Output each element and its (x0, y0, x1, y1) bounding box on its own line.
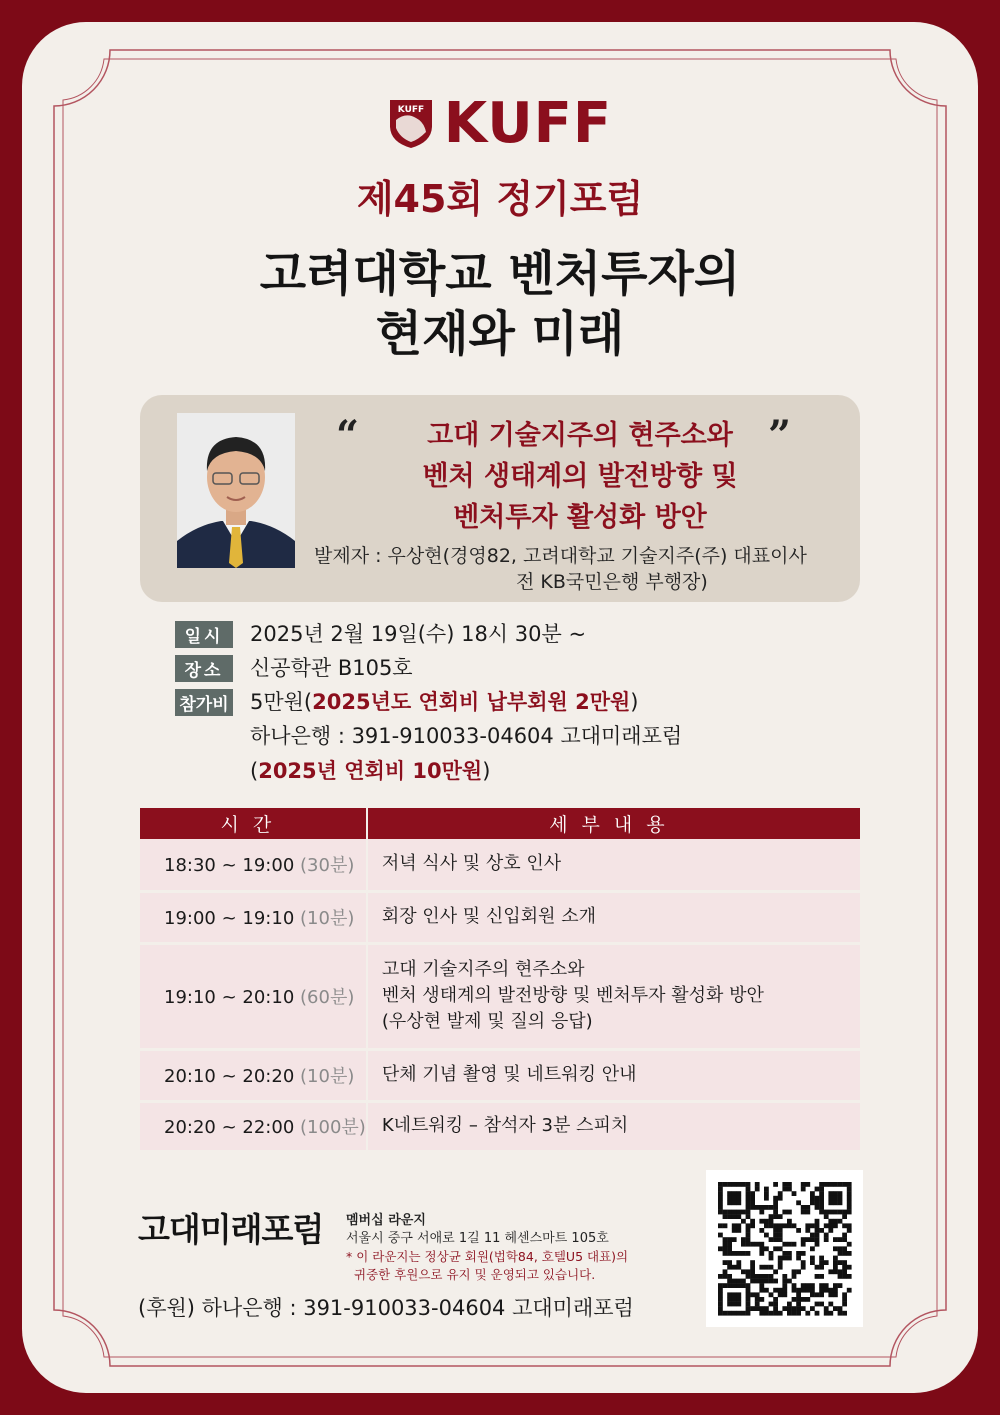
detail-cell (367, 943, 860, 1049)
speaker-portrait (177, 413, 295, 568)
duration: (10분) (300, 908, 355, 929)
date-value: 2025년 2월 19일(수) 18시 30분 ~ (250, 622, 587, 646)
bank-account: 하나은행 : 391-910033-04604 고대미래포럼 (250, 724, 683, 748)
time-range: 19:10 ~ 20:10 (164, 987, 295, 1008)
fee-label: 참가비 (175, 689, 233, 716)
fee-value (250, 687, 638, 717)
detail-line: K네트워킹 – 참석자 3분 스피치 (381, 1115, 629, 1136)
schedule-table (140, 808, 860, 1153)
qr-code-icon (706, 1170, 863, 1327)
presenter-line-1: 발제자 : 우상현(경영82, 고려대학교 기술지주(주) 대표이사 (314, 545, 807, 567)
detail-line: 고대 기술지주의 현주소와 (381, 959, 585, 980)
col-time-header: 시간 (140, 808, 367, 839)
quote-open-icon: “ (336, 412, 360, 459)
table-row (140, 891, 860, 943)
duration: (30분) (300, 855, 355, 877)
fee-suffix: ) (630, 690, 639, 714)
duration: (10분) (300, 1066, 355, 1087)
detail-cell (367, 839, 860, 891)
table-row (140, 943, 860, 1049)
qr-code[interactable] (706, 1170, 863, 1327)
date-label: 일시 (175, 621, 233, 648)
logo-text: KUFF (443, 91, 613, 156)
detail-cell (367, 1101, 860, 1151)
duration: (60분) (300, 987, 355, 1008)
table-row (140, 1101, 860, 1151)
time-cell (140, 943, 367, 1049)
detail-line: 회장 인사 및 신입회원 소개 (381, 906, 596, 927)
annual-suffix: ) (482, 759, 491, 783)
detail-cell (367, 1049, 860, 1101)
table-row (140, 839, 860, 891)
fee-highlight: 2025년도 연회비 납부회원 2만원 (312, 690, 631, 714)
annual-prefix: ( (250, 759, 259, 783)
time-range: 20:20 ~ 22:00 (164, 1117, 295, 1138)
detail-line: (우상현 발제 및 질의 응답) (381, 1011, 593, 1032)
forum-number: 제45회 정기포럼 (356, 177, 644, 221)
quote-close-icon: ” (768, 412, 792, 459)
time-range: 20:10 ~ 20:20 (164, 1066, 295, 1087)
detail-cell (367, 891, 860, 943)
time-cell (140, 839, 367, 891)
talk-title (300, 412, 860, 538)
duration: (100분) (300, 1117, 366, 1138)
presenter-line-2: 전 KB국민은행 부행장) (516, 571, 708, 593)
table-header-row (140, 808, 860, 839)
time-cell (140, 1101, 367, 1151)
place-value: 신공학관 B105호 (250, 656, 413, 680)
talk-line-2: 벤처 생태계의 발전방향 및 (422, 461, 738, 492)
col-detail-header: 세부내용 (367, 808, 860, 839)
org-name: 고대미래포럼 (138, 1210, 324, 1249)
talk-line-1: 고대 기술지주의 현주소와 (427, 420, 733, 451)
shield-icon (388, 98, 434, 150)
title-line-1: 고려대학교 벤처투자의 (259, 246, 741, 302)
title-line-2: 현재와 미래 (375, 306, 625, 362)
talk-line-3: 벤처투자 활성화 방안 (453, 502, 707, 533)
detail-line: 저녁 식사 및 상호 인사 (381, 853, 562, 875)
note-line-2: 귀중한 후원으로 유지 및 운영되고 있습니다. (354, 1267, 596, 1282)
sponsor-bank: (후원) 하나은행 : 391-910033-04604 고대미래포럼 (138, 1296, 634, 1320)
place-label: 장소 (175, 655, 233, 682)
note-line-1: * 이 라운지는 정상균 회원(법학84, 호텔U5 대표)의 (346, 1249, 629, 1264)
page-title (0, 244, 1000, 364)
table-row (140, 1049, 860, 1101)
lounge-note (346, 1248, 628, 1284)
time-cell (140, 891, 367, 943)
kuff-logo (0, 92, 1000, 156)
time-cell (140, 1049, 367, 1101)
annual-fee (250, 756, 490, 786)
time-range: 19:00 ~ 19:10 (164, 908, 295, 929)
lounge-label: 멤버십 라운지 (346, 1213, 426, 1228)
fee-prefix: 5만원( (250, 690, 313, 714)
time-range: 18:30 ~ 19:00 (164, 855, 295, 877)
detail-line: 단체 기념 촬영 및 네트워킹 안내 (381, 1064, 637, 1085)
lounge-address: 서울시 중구 서애로 1길 11 헤센스마트 105호 (346, 1231, 609, 1246)
detail-line: 벤처 생태계의 발전방향 및 벤처투자 활성화 방안 (381, 985, 764, 1006)
annual-highlight: 2025년 연회비 10만원 (258, 759, 483, 783)
shield-text: KUFF (397, 105, 425, 115)
